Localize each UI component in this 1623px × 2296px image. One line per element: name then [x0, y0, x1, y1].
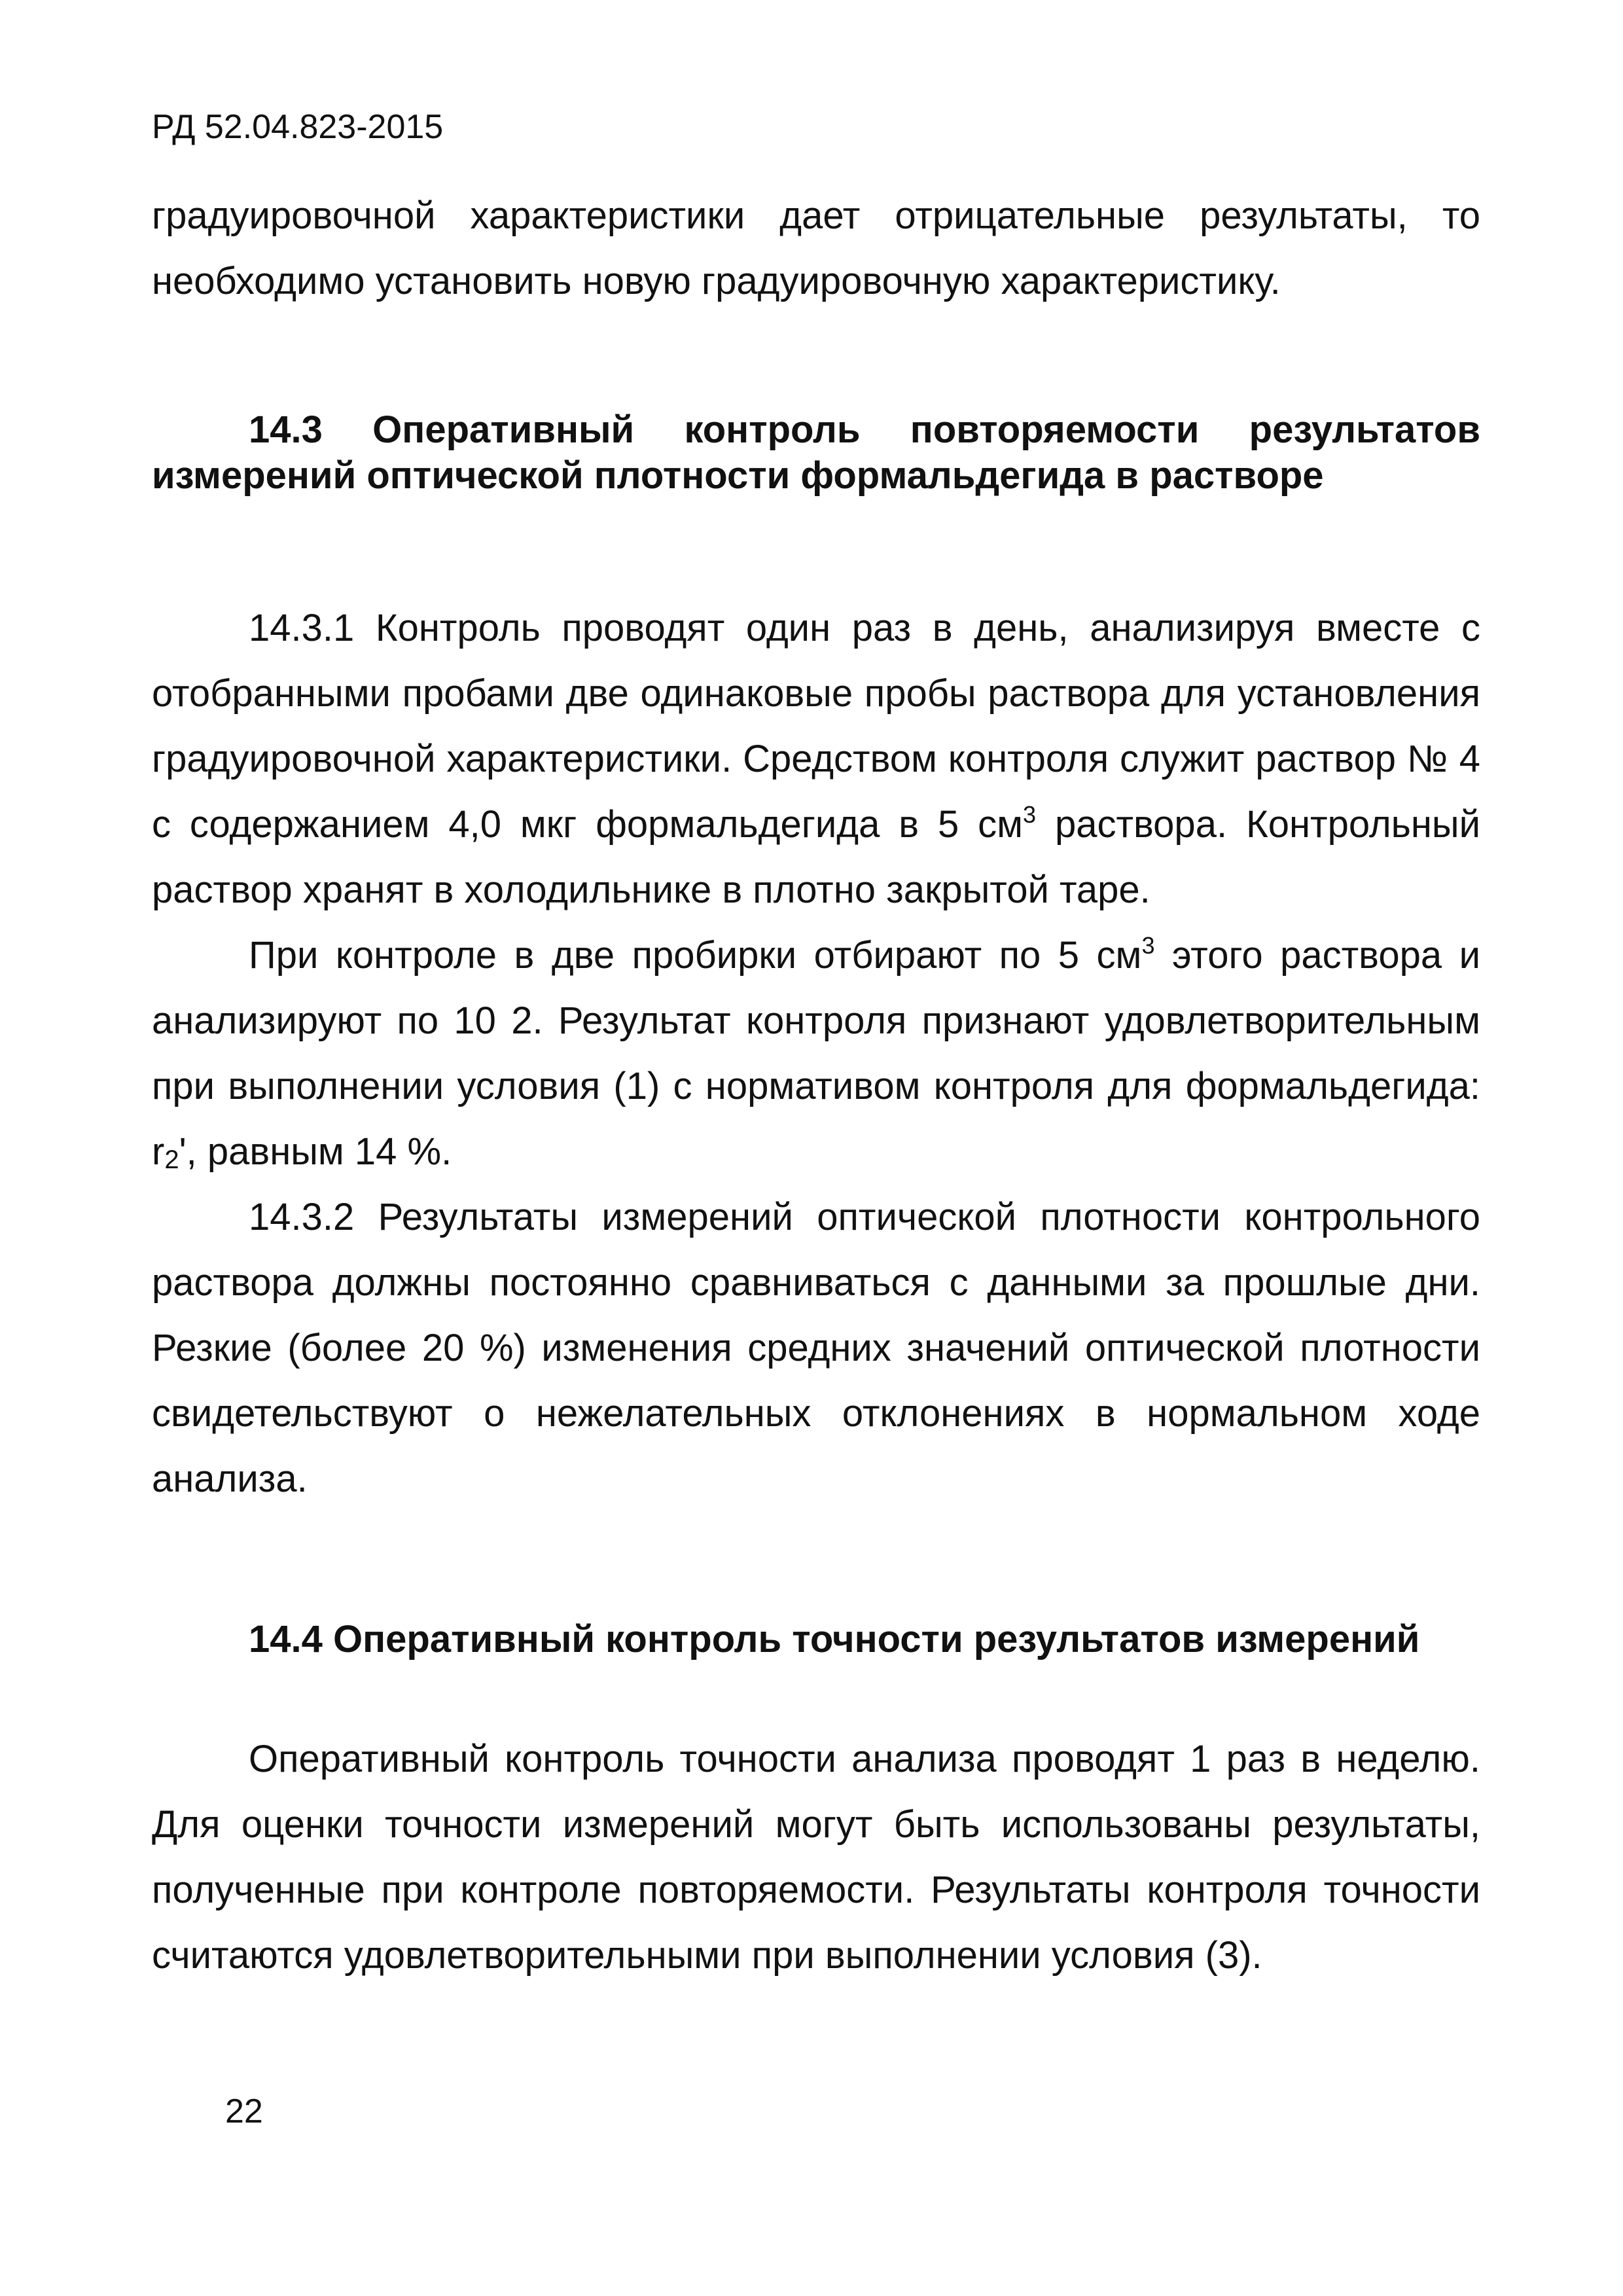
- superscript-cube: 3: [1141, 932, 1155, 959]
- continuation-paragraph: градуировочной характеристики дает отрицательные результаты, то необходимо установить новую градуировочную характеристику.: [152, 194, 1480, 302]
- paragraph-14-4: Оперативный контроль точности анализа проводят 1 раз в неделю. Для оценки точности измерений могут быть использованы результаты, полученные при контроле повторяемости. Результаты контроля точности считаются удовлетворительными при выполнении условия (3).: [152, 1738, 1480, 1977]
- section-14-3-heading-block: [152, 407, 1480, 499]
- section-14-4-heading-block: [152, 1617, 1480, 1662]
- paragraph-control-part1: При контроле в две пробирки отбирают по 5 см: [249, 934, 1142, 977]
- document-code: РД 52.04.823-2015: [152, 108, 444, 146]
- page-number: 22: [225, 2092, 263, 2130]
- paragraph-control-part3: ', равным 14 %.: [179, 1130, 452, 1173]
- paragraph-control-part2: этого раствора и анализируют по 10 2. Результат контроля признают удовлетворительным при выполнении условия (1) с нормативом контроля для формальдегида: r: [152, 934, 1480, 1173]
- paragraph-14-3-1-part2: раствора. Контрольный раствор хранят в холодильнике в плотно закрытой таре.: [152, 803, 1481, 911]
- paragraph-14-3-1: [152, 596, 1480, 923]
- superscript-cube: 3: [1023, 801, 1037, 828]
- section-14-4-heading: 14.4 Оперативный контроль точности результатов измерений: [249, 1618, 1420, 1660]
- section-14-4-body: [152, 1727, 1480, 1988]
- paragraph-14-3-2: 14.3.2 Результаты измерений оптической плотности контрольного раствора должны постоянно сравниваться с данными за прошлые дни. Резкие (более 20 %) изменения средних значений оптической плотности свидетельствуют о нежелательных отклонениях в нормальном ходе анализа.: [152, 1196, 1480, 1500]
- subscript-index: 2: [164, 1145, 179, 1174]
- document-page: [152, 0, 1480, 2296]
- section-14-3-body: [152, 596, 1480, 1512]
- paragraph-control: [152, 923, 1480, 1185]
- continuation-block: [152, 183, 1480, 314]
- paragraph-14-3-1-part1: 14.3.1 Контроль проводят один раз в день, анализируя вместе с отобранными пробами две одинаковые пробы раствора для установления градуировочной характеристики. Средством контроля служит раствор № 4 с содержанием 4,0 мкг формальдегида в 5 см: [152, 607, 1480, 846]
- section-14-3-heading: 14.3 Оперативный контроль повторяемости результатов измерений оптической плотности формальдегида в растворе: [152, 408, 1480, 497]
